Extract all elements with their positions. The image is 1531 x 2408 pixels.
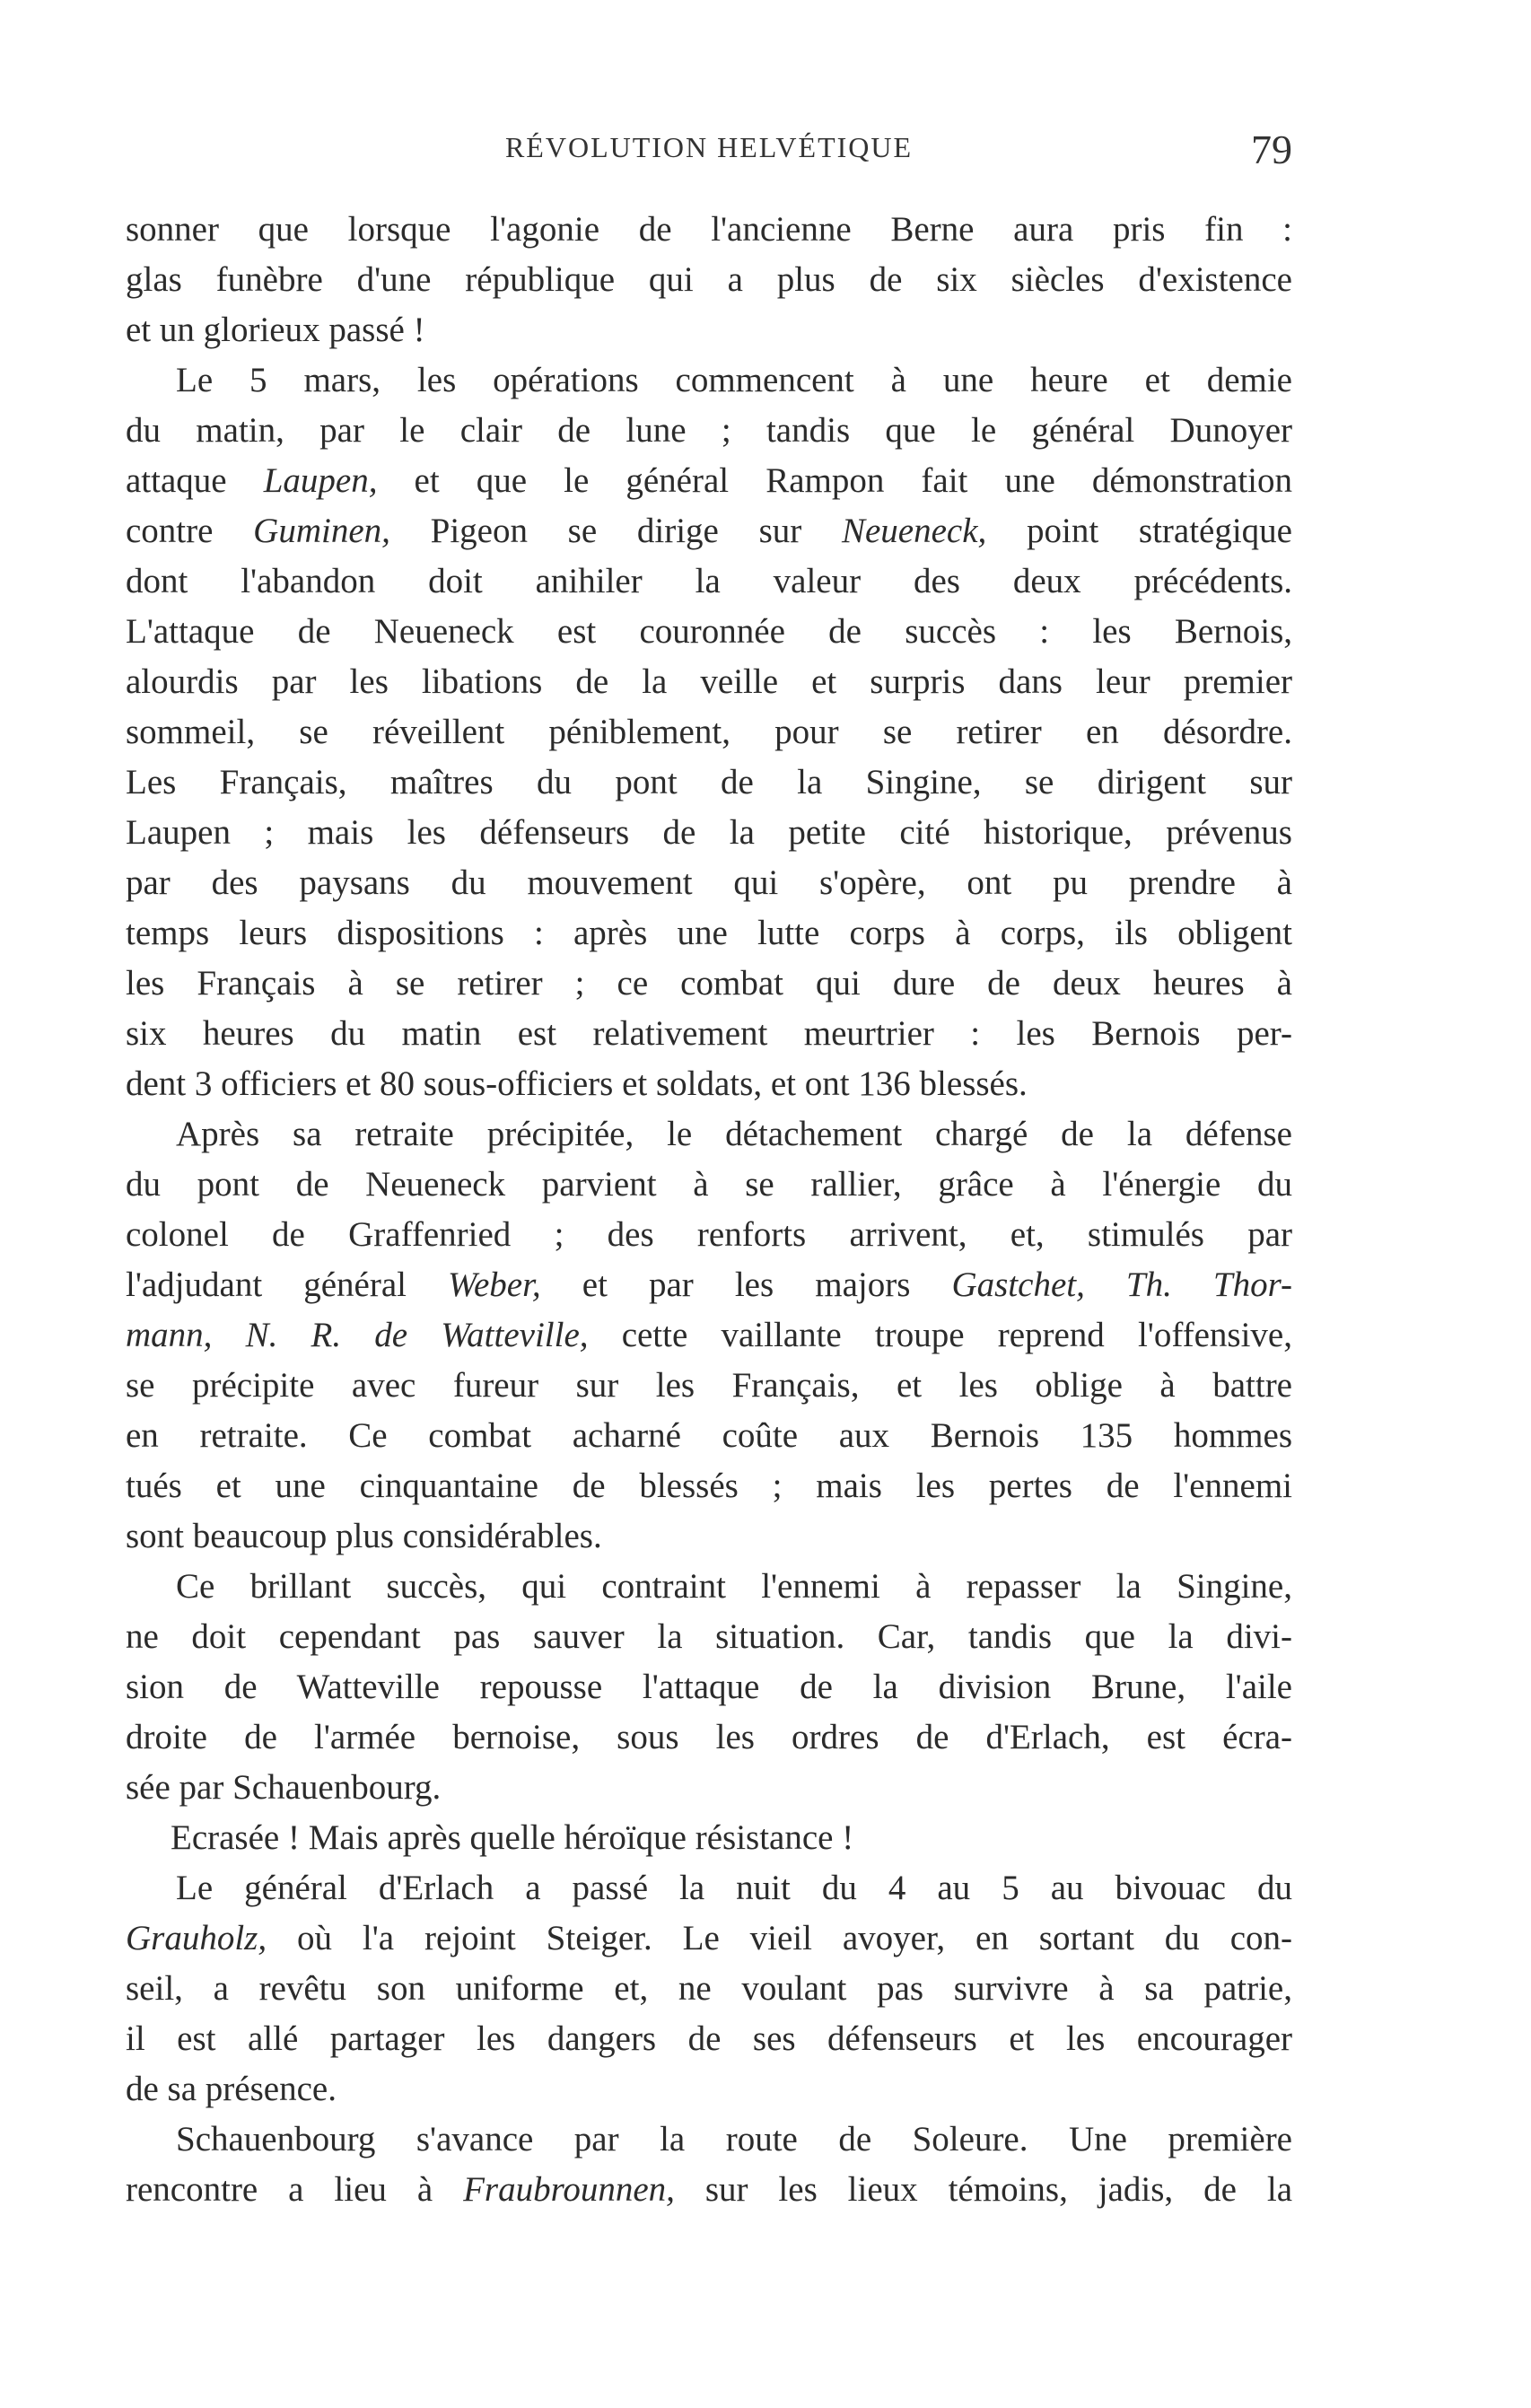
text-line: glas funèbre d'une république qui a plus de six siècles d'existence (126, 260, 1292, 299)
text-line: temps leurs dispositions : après une lutte corps à corps, ils obligent (126, 914, 1292, 952)
body-text (126, 205, 1292, 2215)
text-line: de sa présence. (126, 2070, 337, 2108)
text-line: droite de l'armée bernoise, sous les ordres de d'Erlach, est écra- (126, 1718, 1292, 1756)
text-line: du matin, par le clair de lune ; tandis que le général Dunoyer (126, 411, 1292, 450)
text-line: il est allé partager les dangers de ses défenseurs et les encourager (126, 2019, 1292, 2058)
text-line: les Français à se retirer ; ce combat qui dure de deux heures à (126, 964, 1292, 1003)
text-line: en retraite. Ce combat acharné coûte aux Bernois 135 hommes (126, 1416, 1292, 1455)
text-line: six heures du matin est relativement meurtrier : les Bernois per- (126, 1014, 1292, 1053)
text-line: sonner que lorsque l'agonie de l'ancienne Berne aura pris fin : (126, 210, 1292, 249)
running-title: RÉVOLUTION HELVÉTIQUE (504, 131, 914, 163)
text-line: attaque Laupen, et que le général Rampon fait une démonstration (126, 461, 1292, 500)
text-line: par des paysans du mouvement qui s'opère, ont pu prendre à (126, 863, 1292, 902)
text-line: se précipite avec fureur sur les Français, et les oblige à battre (126, 1366, 1292, 1405)
text-line: colonel de Graffenried ; des renforts arrivent, et, stimulés par (126, 1215, 1292, 1254)
page-number: 79 (1251, 127, 1292, 172)
text-line: dent 3 officiers et 80 sous-officiers et soldats, et ont 136 blessés. (126, 1064, 1028, 1103)
text-line: Le général d'Erlach a passé la nuit du 4 au 5 au bivouac du (176, 1869, 1292, 1907)
text-line: Ecrasée ! Mais après quelle héroïque résistance ! (171, 1818, 854, 1857)
text-line: Après sa retraite précipitée, le détachement chargé de la défense (176, 1115, 1292, 1153)
text-line: Les Français, maîtres du pont de la Singine, se dirigent sur (126, 763, 1292, 801)
text-line: Schauenbourg s'avance par la route de Soleure. Une première (176, 2120, 1292, 2158)
text-line: et un glorieux passé ! (126, 311, 425, 349)
text-line: du pont de Neueneck parvient à se rallier, grâce à l'énergie du (126, 1165, 1292, 1204)
text-line: sion de Watteville repousse l'attaque de la division Brune, l'aile (126, 1668, 1292, 1706)
text-line: L'attaque de Neueneck est couronnée de succès : les Bernois, (126, 612, 1292, 651)
text-line: sée par Schauenbourg. (126, 1768, 442, 1807)
text-line: seil, a revêtu son uniforme et, ne voulant pas survivre à sa patrie, (126, 1969, 1292, 2008)
text-line: Le 5 mars, les opérations commencent à une heure et demie (176, 361, 1292, 399)
text-line: Laupen ; mais les défenseurs de la petite cité historique, prévenus (126, 813, 1292, 852)
text-line: ne doit cependant pas sauver la situation. Car, tandis que la divi- (126, 1617, 1292, 1656)
text-line: mann, N. R. de Watteville, cette vaillante troupe reprend l'offensive, (126, 1316, 1292, 1354)
text-line: tués et une cinquantaine de blessés ; mais les pertes de l'ennemi (126, 1467, 1292, 1505)
text-line: dont l'abandon doit anihiler la valeur des deux précédents. (126, 562, 1292, 600)
text-line: l'adjudant général Weber, et par les majors Gastchet, Th. Thor- (126, 1265, 1292, 1304)
text-line: Ce brillant succès, qui contraint l'ennemi à repasser la Singine, (176, 1567, 1292, 1606)
text-line: sommeil, se réveillent péniblement, pour se retirer en désordre. (126, 713, 1292, 751)
text-line: alourdis par les libations de la veille et surpris dans leur premier (126, 662, 1292, 701)
text-line: sont beaucoup plus considérables. (126, 1517, 602, 1555)
text-line: contre Guminen, Pigeon se dirige sur Neueneck, point stratégique (126, 512, 1292, 550)
text-line: Grauholz, où l'a rejoint Steiger. Le vieil avoyer, en sortant du con- (126, 1919, 1292, 1957)
text-line: rencontre a lieu à Fraubrounnen, sur les lieux témoins, jadis, de la (126, 2170, 1292, 2209)
page-header (126, 126, 1292, 180)
